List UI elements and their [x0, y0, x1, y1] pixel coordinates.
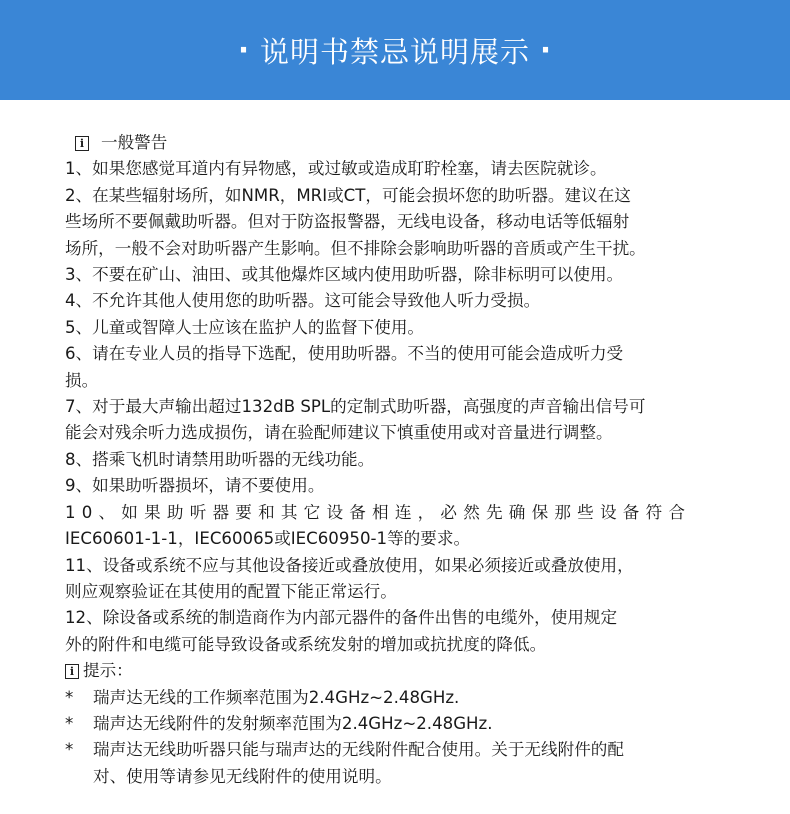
warning-line: 场所，一般不会对助听器产生影响。但不排除会影响助听器的音质或产生干扰。 — [65, 238, 646, 258]
header-dot-left: · — [237, 33, 250, 67]
general-warning-heading — [65, 130, 735, 156]
warning-line: 9、如果助听器损坏，请不要使用。 — [65, 476, 325, 496]
tip-text — [93, 737, 735, 790]
tips-list — [65, 685, 735, 791]
warning-line: 则应观察验证在其使用的配置下能正常运行。 — [65, 581, 397, 601]
header-banner — [0, 0, 790, 100]
warning-line: IEC60601-1-1，IEC60065或IEC60950-1等的要求。 — [65, 529, 471, 549]
warning-line: 能会对残余听力选成损伤，请在验配师建议下慎重使用或对音量进行调整。 — [65, 423, 613, 443]
tip-text-line: 对、使用等请参见无线附件的使用说明。 — [93, 766, 392, 786]
info-icon: i — [75, 136, 89, 151]
list-item — [65, 737, 735, 790]
warning-line: 6、请在专业人员的指导下选配，使用助听器。不当的使用可能会造成听力受 — [65, 344, 624, 364]
general-warning-list — [65, 156, 735, 658]
warning-line: 外的附件和电缆可能导致设备或系统发射的增加或抗扰度的降低。 — [65, 634, 547, 654]
warning-line: 4、不允许其他人使用您的助听器。这可能会导致他人听力受损。 — [65, 291, 541, 311]
bullet-star: * — [65, 713, 74, 733]
tips-heading — [65, 658, 735, 684]
document-body — [65, 130, 735, 790]
tips-title: 提示： — [83, 661, 133, 681]
warning-line: 5、儿童或智障人士应该在监护人的监督下使用。 — [65, 317, 425, 337]
tip-text: 瑞声达无线的工作频率范围为2.4GHz~2.48GHz. — [93, 687, 460, 707]
header-dot-right: · — [540, 33, 553, 67]
warning-line: 3、不要在矿山、油田、或其他爆炸区域内使用助听器，除非标明可以使用。 — [65, 265, 624, 285]
list-item — [65, 711, 735, 737]
general-warning-title: 一般警告 — [101, 133, 168, 152]
bullet-star: * — [65, 687, 74, 707]
warning-line: 7、对于最大声输出超过132dB SPL的定制式助听器，高强度的声音输出信号可 — [65, 397, 646, 417]
warning-line: 11、设备或系统不应与其他设备接近或叠放使用，如果必须接近或叠放使用， — [65, 555, 634, 575]
info-icon: i — [65, 664, 79, 679]
warning-line: 1、如果您感觉耳道内有异物感，或过敏或造成耵聍栓塞，请去医院就诊。 — [65, 159, 607, 179]
tip-text-line: 瑞声达无线助听器只能与瑞声达的无线附件配合使用。关于无线附件的配 — [93, 740, 624, 760]
warning-line: 些场所不要佩戴助听器。但对于防盗报警器，无线电设备，移动电话等低辐射 — [65, 212, 630, 232]
warning-line: 2、在某些辐射场所，如NMR，MRI或CT，可能会损坏您的助听器。建议在这 — [65, 185, 631, 205]
warning-line: 8、搭乘飞机时请禁用助听器的无线功能。 — [65, 449, 375, 469]
tip-text: 瑞声达无线附件的发射频率范围为2.4GHz~2.48GHz. — [93, 713, 493, 733]
warning-line: 12、除设备或系统的制造商作为内部元器件的备件出售的电缆外，使用规定 — [65, 608, 618, 628]
list-item — [65, 685, 735, 711]
warning-line: 损。 — [65, 370, 99, 390]
page-title: 说明书禁忌说明展示 — [259, 34, 530, 69]
bullet-star: * — [65, 740, 74, 760]
warning-line: 10、如果助听器要和其它设备相连，必然先确保那些设备符合 — [65, 502, 692, 522]
